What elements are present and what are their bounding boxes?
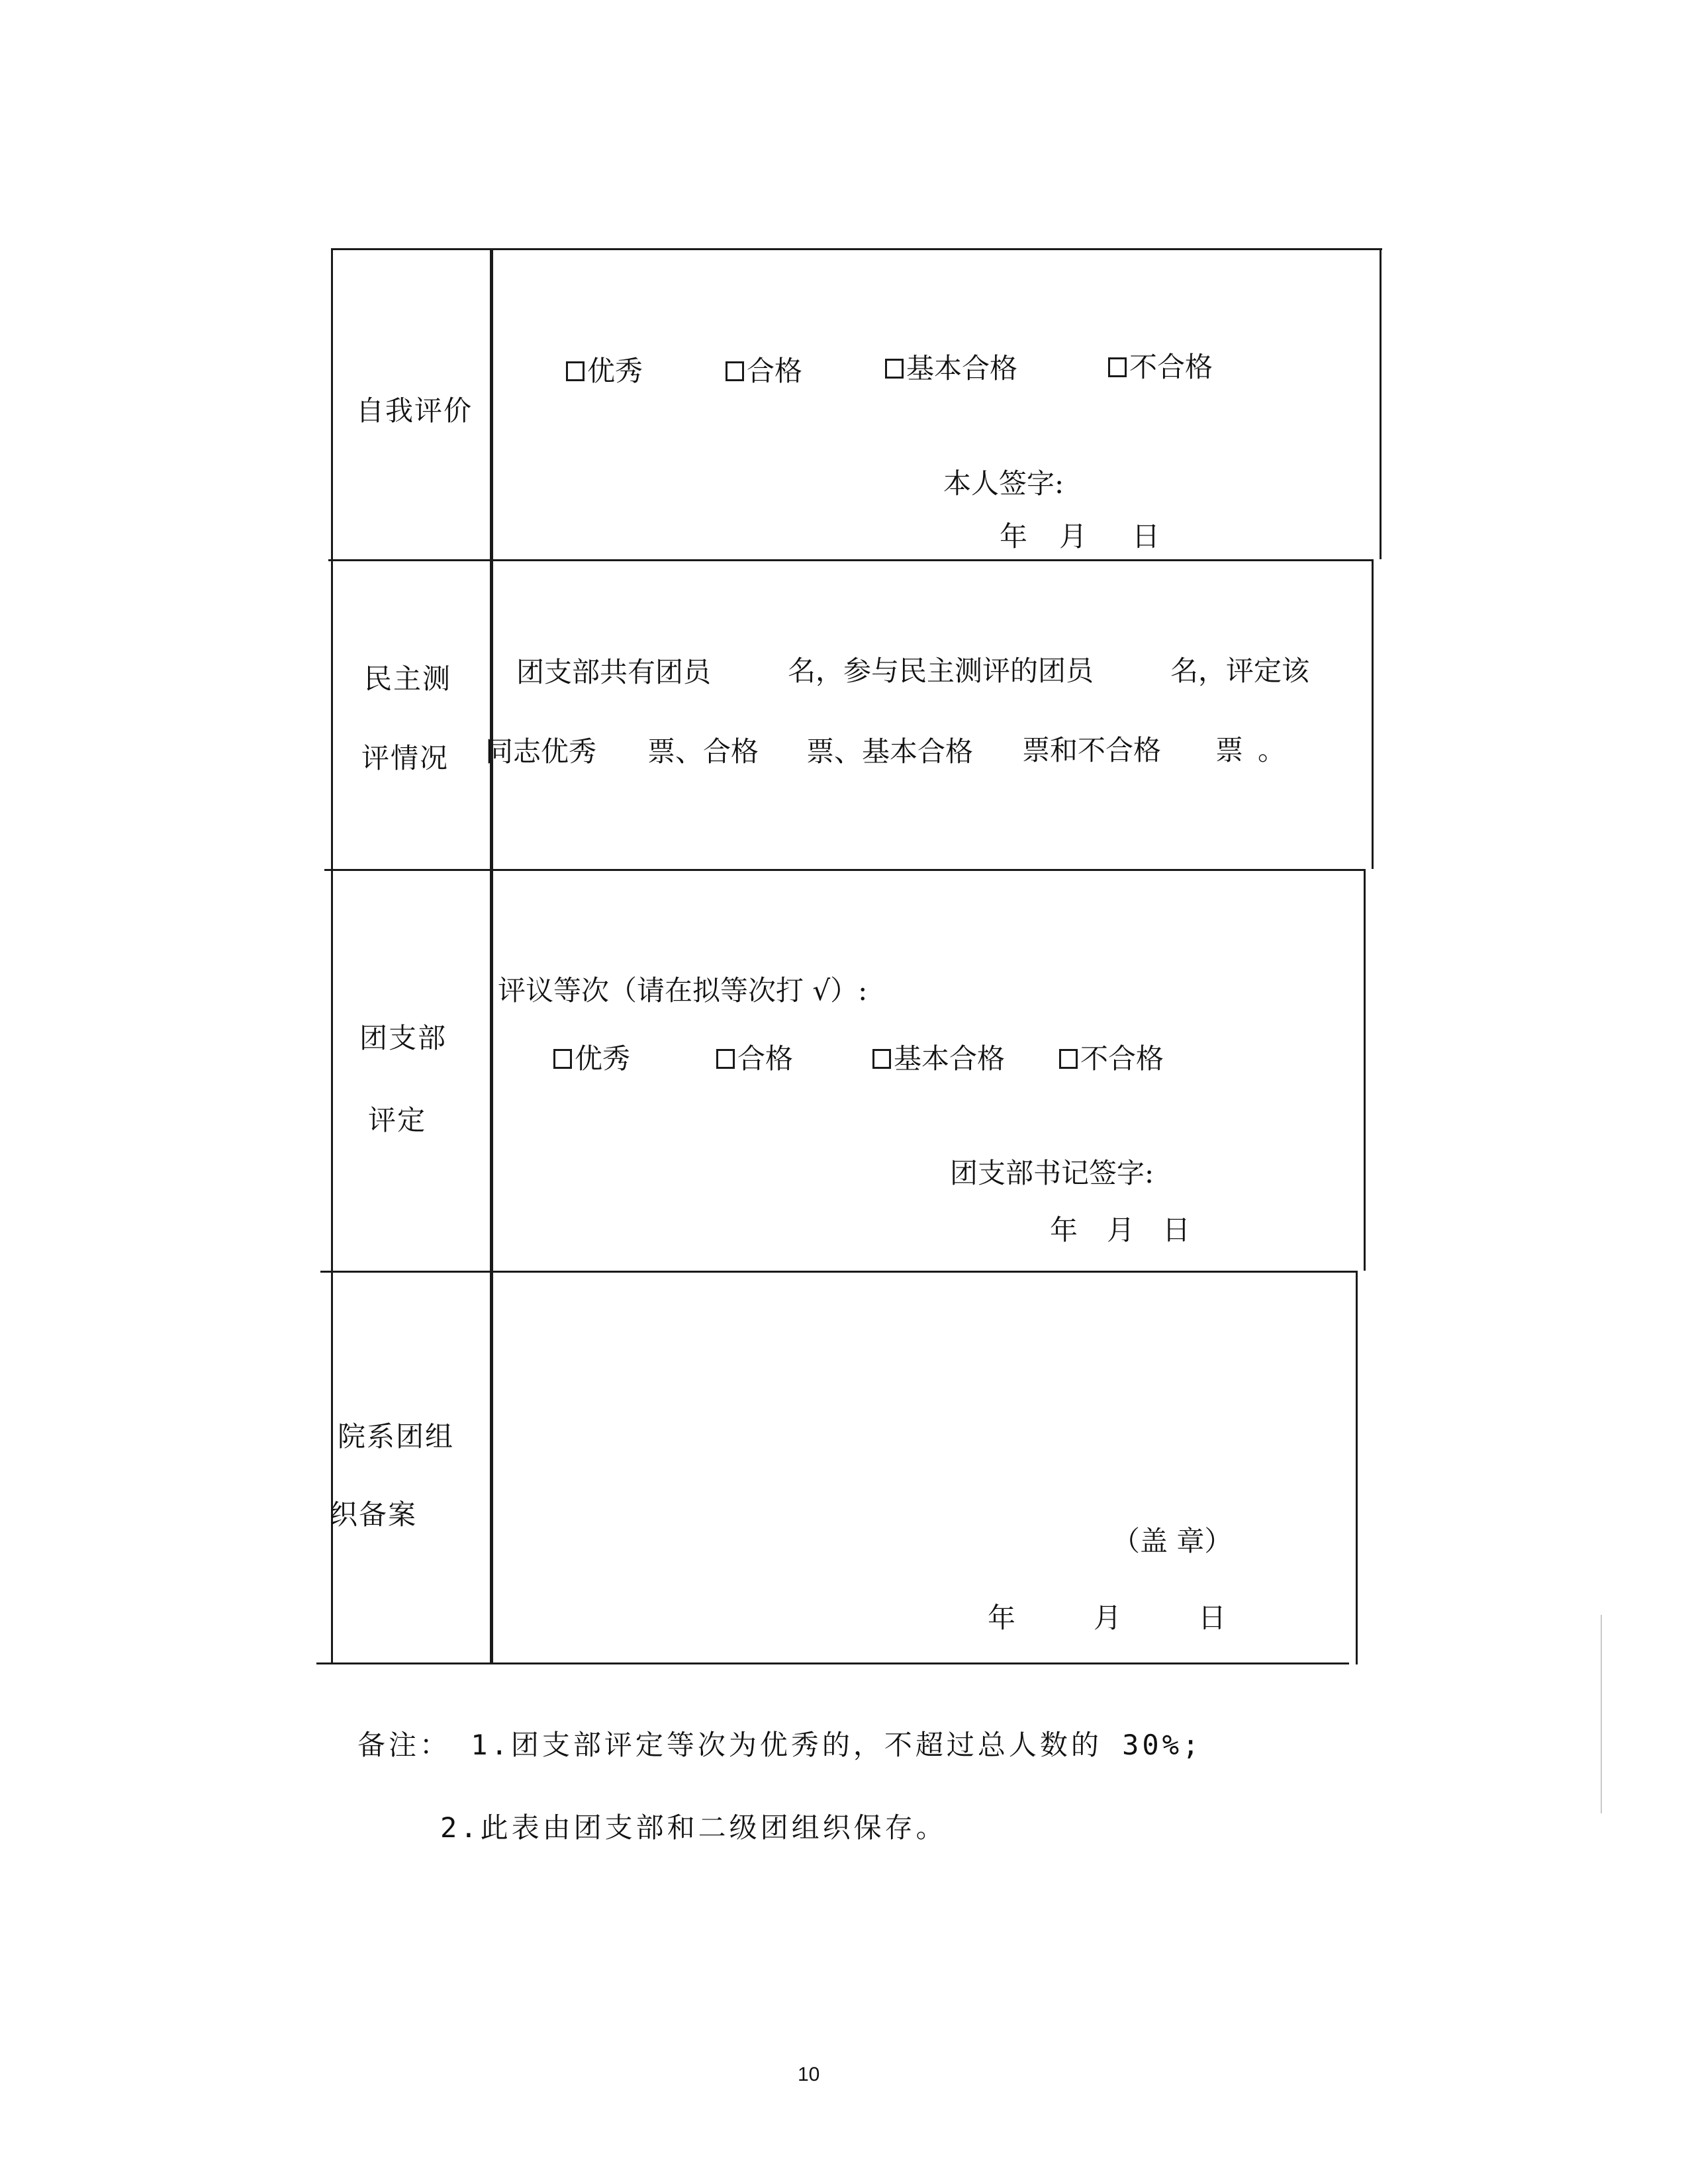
checkbox-icon[interactable]	[885, 359, 904, 379]
evaluation-form-table	[316, 248, 1382, 1664]
self-option-qualified[interactable]	[726, 357, 802, 385]
self-signature-label: 本人签字:	[943, 467, 1064, 500]
self-date-day: 日	[1132, 520, 1160, 553]
branch-option-unqualified[interactable]	[1059, 1042, 1164, 1075]
branch-signature-label: 团支部书记签字:	[950, 1157, 1154, 1189]
seal-label: （盖 章）	[1112, 1525, 1233, 1557]
checkbox-icon[interactable]	[553, 1049, 572, 1069]
table-border-left	[331, 248, 333, 1664]
democratic-text-unqualified-votes: 票和不合格	[1022, 734, 1162, 766]
democratic-text-basic-votes: 票、基本合格	[806, 735, 974, 768]
branch-option-basically-qualified[interactable]	[872, 1042, 1006, 1075]
scan-edge-mark	[1601, 1615, 1602, 1813]
table-border-top	[331, 248, 1382, 250]
checkbox-icon[interactable]	[872, 1049, 891, 1069]
democratic-text-qualified-votes: 票、合格	[647, 735, 759, 768]
democratic-text-members: 团支部共有团员	[516, 656, 712, 688]
democratic-text-votes: 票	[1215, 734, 1244, 766]
department-record-label-line2: 织备案	[330, 1498, 418, 1531]
table-border-right-bottom	[1356, 1271, 1358, 1664]
label-column-divider	[490, 248, 493, 1664]
page-number: 10	[798, 2064, 820, 2085]
checkbox-icon[interactable]	[1059, 1049, 1078, 1069]
checkbox-icon[interactable]	[726, 361, 744, 381]
table-row-divider	[320, 1271, 1357, 1273]
department-date-month: 月	[1094, 1602, 1122, 1634]
branch-date-year: 年	[1050, 1214, 1078, 1246]
branch-evaluation-label-line1: 团支部	[359, 1022, 447, 1054]
department-record-label-line1: 院系团组	[338, 1420, 455, 1453]
note-line-2: 2.此表由团支部和二级团组织保存。	[440, 1811, 947, 1844]
self-option-excellent[interactable]	[566, 357, 643, 385]
option-label: 合格	[737, 1042, 794, 1075]
branch-instruction: 评议等次（请在拟等次打 √）:	[498, 974, 868, 1007]
option-label: 优秀	[575, 1042, 631, 1075]
note-line-1: 备注： 1.团支部评定等次为优秀的，不超过总人数的 30%;	[357, 1729, 1203, 1761]
table-border-right-top	[1380, 248, 1382, 559]
democratic-text-assess: 名，评定该	[1170, 655, 1310, 687]
checkbox-icon[interactable]	[1108, 357, 1127, 377]
democratic-evaluation-label-line1: 民主测	[364, 662, 452, 695]
branch-date-month: 月	[1107, 1214, 1135, 1246]
table-row-divider	[328, 559, 1373, 561]
department-date-day: 日	[1198, 1602, 1227, 1634]
branch-option-qualified[interactable]	[716, 1042, 794, 1075]
table-border-right-lower	[1364, 869, 1366, 1271]
self-option-basically-qualified[interactable]	[885, 352, 1018, 385]
option-label: 优秀	[587, 355, 643, 387]
option-label: 合格	[747, 355, 803, 387]
checkbox-icon[interactable]	[716, 1049, 735, 1069]
self-evaluation-label: 自我评价	[356, 394, 473, 427]
democratic-text-excellent-votes: 同志优秀	[485, 735, 597, 768]
democratic-evaluation-label-line2: 评情况	[361, 742, 449, 774]
option-label: 不合格	[1129, 351, 1213, 383]
self-option-unqualified[interactable]	[1108, 353, 1213, 381]
self-date-month: 月	[1059, 520, 1088, 553]
option-label: 基本合格	[894, 1042, 1006, 1075]
branch-option-excellent[interactable]	[553, 1042, 631, 1075]
branch-date-day: 日	[1162, 1214, 1191, 1246]
table-border-bottom	[316, 1662, 1349, 1664]
department-date-year: 年	[988, 1602, 1016, 1634]
self-date-year: 年	[1000, 520, 1028, 553]
branch-evaluation-label-line2: 评定	[368, 1104, 427, 1136]
democratic-text-period: 。	[1258, 734, 1286, 766]
table-border-right-mid	[1372, 559, 1374, 869]
checkbox-icon[interactable]	[566, 361, 585, 381]
option-label: 不合格	[1080, 1042, 1164, 1075]
democratic-text-participants: 名，参与民主测评的团员	[788, 655, 1094, 687]
option-label: 基本合格	[906, 352, 1018, 385]
table-row-divider	[324, 869, 1365, 871]
